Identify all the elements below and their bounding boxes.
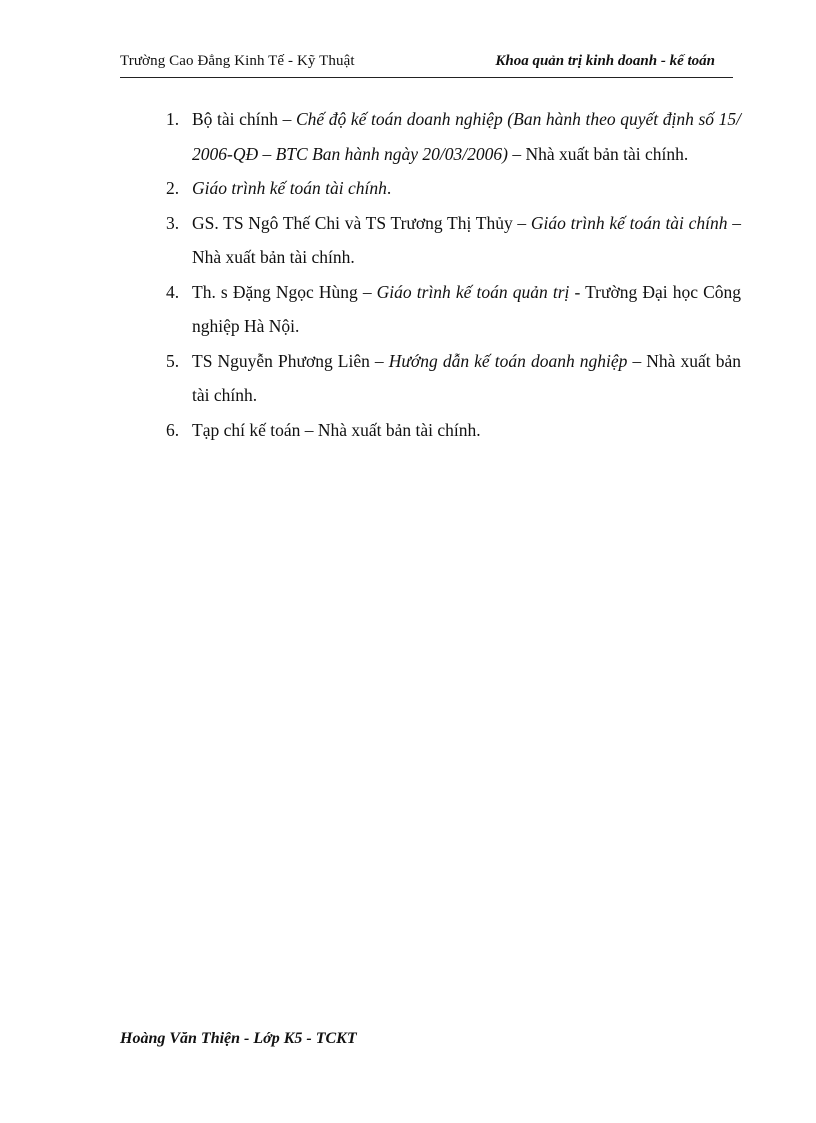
reference-text: – Nhà xuất bản tài chính. — [192, 350, 741, 405]
reference-item — [166, 102, 741, 171]
reference-item — [166, 275, 741, 344]
reference-title: Hướng dẫn kế toán doanh nghiệp — [388, 350, 628, 371]
reference-text: TS Nguyễn Phương Liên – — [192, 350, 389, 371]
reference-text: – Nhà xuất bản tài chính. — [192, 212, 741, 267]
reference-number: 4. — [166, 281, 180, 302]
reference-text: Bộ tài chính – — [192, 109, 296, 129]
reference-number: 3. — [166, 212, 180, 233]
reference-item — [166, 413, 741, 448]
reference-title: Chế độ kế toán doanh nghiệp (Ban hành theo quyết định số 15/ 2006-QĐ – BTC Ban hành ngày 20/03/2006) — [192, 109, 742, 164]
reference-number: 2. — [166, 178, 180, 198]
department-name: Khoa quản trị kinh doanh - kế toán — [495, 53, 715, 69]
reference-number: 6. — [166, 419, 180, 440]
reference-text: Th. s Đặng Ngọc Hùng – — [192, 281, 377, 302]
reference-title: Giáo trình kế toán quản trị — [376, 281, 570, 302]
page-footer: Hoàng Văn Thiện - Lớp K5 - TCKT — [120, 1030, 357, 1047]
reference-number: 5. — [166, 350, 180, 371]
reference-list — [166, 102, 741, 447]
reference-text: GS. TS Ngô Thế Chi và TS Trương Thị Thủy – — [192, 212, 531, 233]
reference-item — [166, 206, 741, 275]
school-name: Trường Cao Đẳng Kinh Tế - Kỹ Thuật — [120, 53, 355, 69]
page-header — [120, 53, 733, 78]
reference-number: 1. — [166, 109, 180, 129]
reference-item — [166, 171, 741, 206]
reference-text: – Nhà xuất bản tài chính. — [507, 143, 689, 164]
reference-item — [166, 344, 741, 413]
reference-text: . — [386, 178, 392, 198]
reference-text: Tạp chí kế toán – Nhà xuất bản tài chính. — [192, 419, 481, 440]
reference-text: - Trường Đại học Công nghiệp Hà Nội. — [192, 281, 741, 336]
reference-title: Giáo trình kế toán tài chính — [192, 178, 387, 198]
reference-title: Giáo trình kế toán tài chính — [530, 212, 728, 233]
